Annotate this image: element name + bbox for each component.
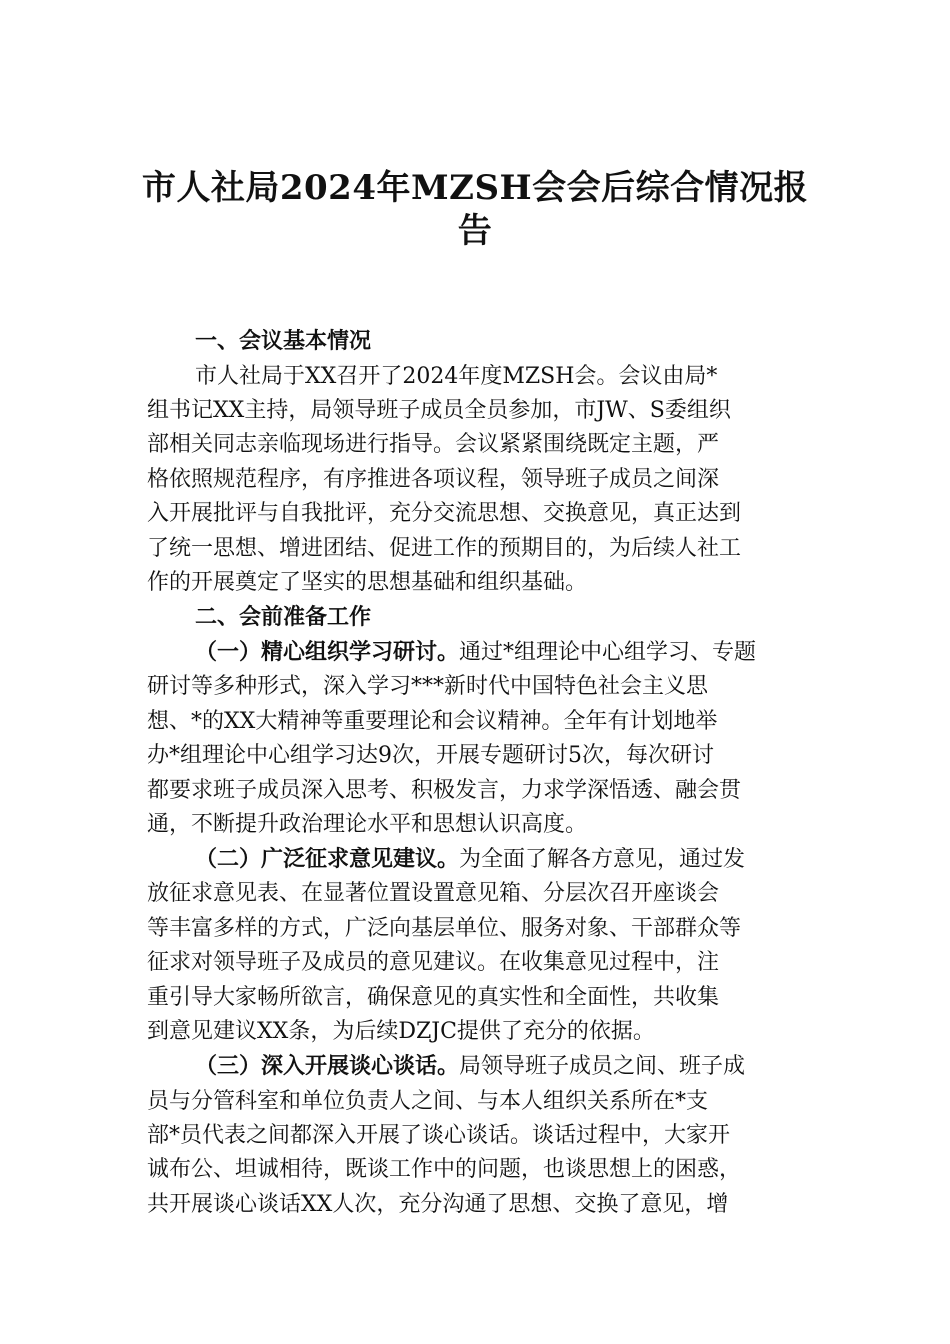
paragraph-text: 通过*组理论中心组学习、专题 (459, 640, 757, 665)
paragraph-text: 局领导班子成员之间、班子成 (459, 1054, 746, 1079)
paragraph-line: 重引导大家畅所欲言，确保意见的真实性和全面性，共收集 (147, 985, 720, 1010)
section-heading-basic-info: 一、会议基本情况 (195, 329, 372, 354)
paragraph-line: 想、*的XX大精神等重要理论和会议精神。全年有计划地举 (147, 709, 718, 734)
paragraph-line: 诚布公、坦诚相待，既谈工作中的问题，也谈思想上的困惑， (147, 1157, 742, 1182)
paragraph-line: 部相关同志亲临现场进行指导。会议紧紧围绕既定主题，严 (147, 432, 720, 457)
paragraph-line: 到意见建议XX条，为后续DZJC提供了充分的依据。 (147, 1019, 655, 1044)
paragraph-line: 征求对领导班子及成员的意见建议。在收集意见过程中，注 (147, 950, 720, 975)
paragraph-line: 作的开展奠定了坚实的思想基础和组织基础。 (147, 570, 588, 595)
paragraph-text: 为全面了解各方意见，通过发 (459, 847, 746, 872)
paragraph-line: 都要求班子成员深入思考、积极发言，力求学深悟透、融会贯 (147, 778, 742, 803)
paragraph-line: 通，不断提升政治理论水平和思想认识高度。 (147, 812, 588, 837)
document-title-line-1: 市人社局2024年MZSH会会后综合情况报 (141, 168, 809, 208)
paragraph-line (195, 845, 807, 875)
paragraph-line: 等丰富多样的方式，广泛向基层单位、服务对象、干部群众等 (147, 916, 742, 941)
paragraph-line (195, 638, 807, 668)
paragraph-line: 市人社局于XX召开了2024年度MZSH会。会议由局* (195, 364, 718, 389)
paragraph-line (195, 1052, 807, 1082)
paragraph-line: 放征求意见表、在显著位置设置意见箱、分层次召开座谈会 (147, 881, 720, 906)
paragraph-line: 共开展谈心谈话XX人次，充分沟通了思想、交换了意见，增 (147, 1192, 729, 1217)
paragraph-line: 研讨等多种形式，深入学习***新时代中国特色社会主义思 (147, 674, 709, 699)
document-title-line-2: 告 (457, 211, 493, 251)
subheading-talks: （三）深入开展谈心谈话。 (195, 1054, 460, 1079)
paragraph-line: 格依照规范程序，有序推进各项议程，领导班子成员之间深 (147, 467, 720, 492)
section-heading-preparation: 二、会前准备工作 (195, 605, 372, 630)
paragraph-line: 组书记XX主持，局领导班子成员全员参加，市JW、S委组织 (147, 398, 731, 423)
paragraph-line: 了统一思想、增进团结、促进工作的预期目的，为后续人社工 (147, 536, 742, 561)
paragraph-line: 部*员代表之间都深入开展了谈心谈话。谈话过程中，大家开 (147, 1123, 731, 1148)
paragraph-line: 员与分管科室和单位负责人之间、与本人组织关系所在*支 (147, 1089, 709, 1114)
subheading-opinions: （二）广泛征求意见建议。 (195, 847, 460, 872)
paragraph-line: 入开展批评与自我批评，充分交流思想、交换意见，真正达到 (147, 501, 742, 526)
subheading-study: （一）精心组织学习研讨。 (195, 640, 460, 665)
paragraph-line: 办*组理论中心组学习达9次，开展专题研讨5次，每次研讨 (147, 743, 714, 768)
